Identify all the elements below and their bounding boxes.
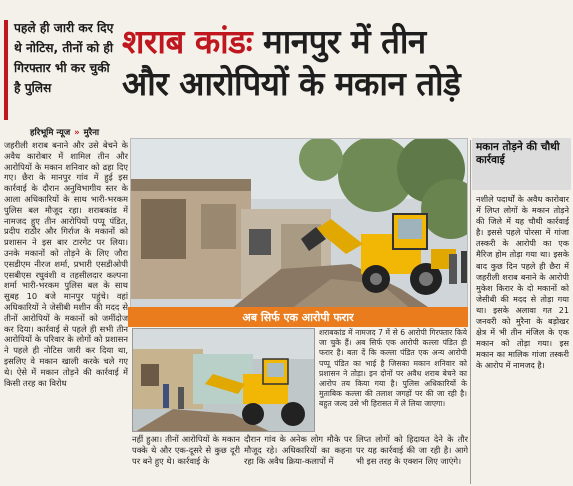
article-column-1: [4, 140, 128, 480]
headline-dark: मानपुर में तीन: [263, 22, 426, 61]
inset-caption: शराबकांड में नामजद 7 में से 6 आरोपी गिरफ्तार किये जा चुके हैं। अब सिर्फ एक आरोपी कल्ला पंडित ही फरार है। बता दें कि कल्ला पंडित एक अन्य आरोपी पप्पू पंडित का भाई है जिसका मकान शनिवार को प्रशासन ने तोड़ा। इन दोनों पर अवैध शराब बेचने का आरोप तय किया गया है। पुलिस अधिकारियों के मुताबिक कल्ला की तलाश जगहों पर की जा रही है। बहुत जल्द उसे भी हिरासत में ले लिया जाएगा।: [319, 328, 467, 409]
sidebar-body: नशीले पदार्थों के अवैध कारोबार में लिप्त लोगों के मकान तोड़ने की जिले में यह चौथी कार्रवाई है। इससे पहले पोरसा में गांजा तस्करी के आरोपी का एक मैरिज होम तोड़ा गया था। इसके बाद कुछ दिन पहले ही छैरा में जहरीली शराब बनाने के आरोपी मुकेश किरार के दो मकानों को जेसीबी की मदद से तोड़ा गया था। इसके अलावा गत 21 जनवरी को मुरैना के बड़ोखर क्षेत्र में भी तीन मंजिल के एक मकान को तोड़ा गया। इस मकान का मालिक गांजा तस्करी के आरोप में नामजद है।: [476, 194, 569, 371]
byline: [30, 127, 99, 138]
top-strip: [0, 0, 573, 8]
kicker: [4, 18, 114, 122]
byline-paper: हरिभूमि न्यूज: [30, 128, 71, 138]
headline-line1: [122, 22, 426, 62]
headline-line2: और आरोपियों के मकान तोड़े: [122, 64, 461, 103]
inset-band: [128, 307, 468, 327]
demolition-photo-icon: [131, 139, 468, 308]
main-photo: [130, 138, 468, 308]
article-column-3: दौरान गांव के अनेक लोग मौके पर मौजूद रहे। अधिकारियों का कहना रहा कि अवैध क्रिया-कलापों में: [244, 434, 352, 466]
sidebar-heading: मकान तोड़ने की चौथी कार्रवाई: [476, 141, 560, 166]
column-divider: [470, 140, 471, 484]
headline-red: शराब कांडः: [122, 22, 253, 61]
byline-place: मुरैना: [83, 128, 100, 138]
article-column-4: लिप्त लोगों को हिदायत देने के तौर पर यह कार्रवाई की जा रही है। आगे भी इस तरह के एक्शन लिए जाएंगे।: [356, 434, 468, 466]
jcb-photo-icon: [133, 329, 315, 432]
kicker-text: पहले ही जारी कर दिए थे नोटिस, तीनों को ही गिरफ्तार भी कर चुकी है पुलिस: [14, 21, 114, 95]
inset-photo: [132, 328, 315, 432]
sidebar-box: [472, 138, 571, 484]
kicker-bar: [4, 20, 8, 120]
byline-separator: »: [74, 128, 80, 138]
article-text-1: जहरीली शराब बनाने और उसे बेचने के अवैध कारोबार में शामिल तीन और आरोपियों के मकान शनिवार को ढहा दिए गए। छैरा के मानपुर गांव में हुई इस कार्रवाई के दौरान अनुविभागीय स्तर के आला अधिकारियों के साथ भारी-भरकम पुलिस बल मौजूद रहा। शराबकांड में नामजद हुए तीन आरोपियों पप्पू पंडित, प्रदीप राठौर और गिर्राज के मकानों को प्रशासन ने इस बार टारगेट पर लिया। उनके मकानों को तोड़ने के लिए जौरा एसडीएम नीरज शर्मा, प्रभारी एसडीओपी एसबीएस रघुवंशी व तहसीलदार कल्पना शर्मा भारी-भरकम पुलिस बल के साथ सुबह 10 बजे मानपुर पहुंचे। वहां अधिकारियों ने जेसीबी मशीन की मदद से तीनों आरोपियों के मकानों को जमींदोज कर दिया। कार्रवाई से पहले ही सभी तीन आरोपियों के परिवार के लोगों को प्रशासन ने पहले ही नोटिस जारी कर दिया था, इसलिए वे मकान खाली करके चले गए थे। ऐसे में मकान तोड़ने की कार्रवाई में किसी तरह का विरोध: [4, 140, 128, 388]
inset-band-text: अब सिर्फ एक आरोपी फरार: [242, 311, 354, 324]
sidebar-heading-box: [472, 138, 571, 190]
article-column-2: नहीं हुआ। तीनों आरोपियों के मकान पक्के थे और एक-दूसरे से कुछ दूरी पर बने हुए थे। कार्रवाई के: [132, 434, 240, 466]
